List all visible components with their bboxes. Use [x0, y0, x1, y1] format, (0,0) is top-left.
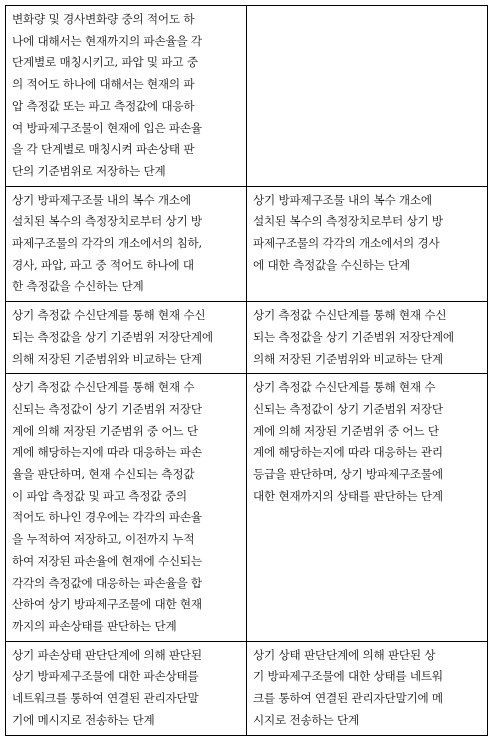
table-row: [6, 302, 488, 374]
table-row: [6, 6, 488, 187]
table-row: [6, 186, 488, 302]
comparison-table: [5, 5, 488, 736]
table-cell-right: 상기 측정값 수신단계를 통해 현재 수 신되는 측정값이 상기 기준범위 저장단 계에 의해 저장된 기준범위 중 어느 단 계에 해당하는지에 따라 대응하는 관리 등급을 판단하며, 상기 방파제구조물에 대한 현재까지의 상태를 판단하는 단계: [247, 374, 488, 641]
table-cell-left: 상기 측정값 수신단계를 통해 현재 수신 되는 측정값을 상기 기준범위 저장단계에 의해 저장된 기준범위와 비교하는 단계: [6, 302, 247, 374]
table-cell-left: 상기 파손상태 판단단계에 의해 판단된 상기 방파제구조물에 대한 파손상태를 네트워크를 통하여 연결된 관리자단말 기에 메시지로 전송하는 단계: [6, 641, 247, 735]
table-cell-right: 상기 방파제구조물 내의 복수 개소에 설치된 복수의 측정장치로부터 상기 방 파제구조물의 각각의 개소에서의 경사 에 대한 측정값을 수신하는 단계: [247, 186, 488, 302]
table-cell-left: 변화량 및 경사변화량 중의 적어도 하 나에 대해서는 현재까지의 파손율을 각 단계별로 매칭시키고, 파압 및 파고 중 의 적어도 하나에 대해서는 현재의 파 압 측정값 또는 파고 측정값에 대응하 여 방파제구조물이 현재에 입은 파손율 을 각 단계별로 매칭시켜 파손상태 판 단의 기준범위로 저장하는 단계: [6, 6, 247, 187]
table-cell-right: [247, 6, 488, 187]
table-cell-left: 상기 방파제구조물 내의 복수 개소에 설치된 복수의 측정장치로부터 상기 방 파제구조물의 각각의 개소에서의 침하, 경사, 파압, 파고 중 적어도 하나에 대 한 측정값을 수신하는 단계: [6, 186, 247, 302]
table-row: [6, 641, 488, 735]
table-cell-right: 상기 상태 판단단계에 의해 판단된 상 기 방파제구조물에 대한 상태를 네트워 크를 통하여 연결된 관리자단말기에 메 시지로 전송하는 단계: [247, 641, 488, 735]
table-row: [6, 374, 488, 641]
table-cell-right: 상기 측정값 수신단계를 통해 현재 수신 되는 측정값을 상기 기준범위 저장단계에 의해 저장된 기준범위와 비교하는 단계: [247, 302, 488, 374]
table-cell-left: 상기 측정값 수신단계를 통해 현재 수 신되는 측정값이 상기 기준범위 저장단 계에 의해 저장된 기준범위 중 어느 단 계에 해당하는지에 따라 대응하는 파손 율을 판단하며, 현재 수신되는 측정값 이 파압 측정값 및 파고 측정값 중의 적어도 하나인 경우에는 각각의 파손율 을 누적하여 저장하고, 이전까지 누적 하여 저장된 파손율에 현재에 수신되는 각각의 측정값에 대응하는 파손율을 합 산하여 상기 방파제구조물에 대한 현재 까지의 파손상태를 판단하는 단계: [6, 374, 247, 641]
